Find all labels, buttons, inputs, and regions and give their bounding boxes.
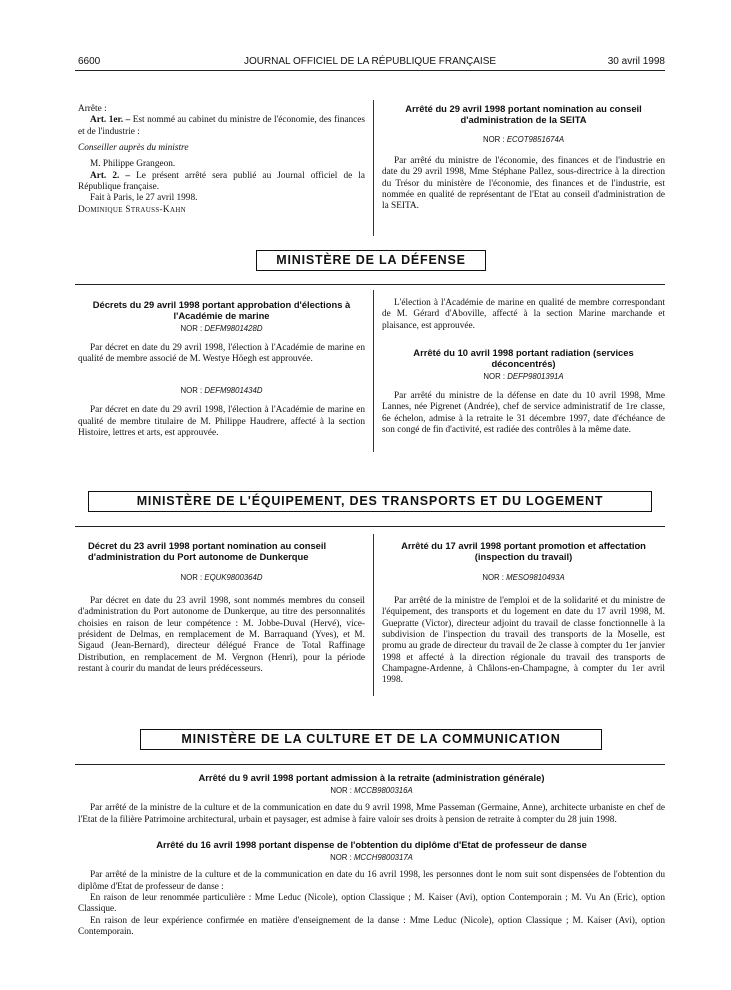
seita-arrete [382,104,665,213]
defense-nor-1-code: DEFM9801428D [204,323,263,333]
equipement-left-column [78,541,365,675]
radiation-title: Arrêté du 10 avril 1998 portant radiation (services déconcentrés) [413,346,634,369]
header-rule [75,70,665,71]
retraite-title: Arrêté du 9 avril 1998 portant admission à la retraite (administration générale) [198,772,545,783]
column-divider [373,100,374,236]
danse-para-2: En raison de leur renommée particulière : Mme Leduc (Nicole), option Classique ; M. Kaiser (Avi), option Contemporain ; M. Vu An (Eric), option Classique. [78,892,665,915]
page-number: 6600 [78,56,101,67]
retraite-body: Par arrêté de la ministre de la culture et de la communication en date du 9 avril 1998, Mme Passeman (Germaine, Anne), architecte urbaniste en chef de l'Etat de la filière Patrimoine architectural, urbain et paysager, est admise à faire valoir ses droits à pension de retraite à compter du 28 juin 1998. [78,803,665,825]
article-1-label: Art. 1er. – [90,115,131,126]
radiation-nor-code: DEFP9801391A [507,371,564,381]
danse-title: Arrêté du 16 avril 1998 portant dispense de l'obtention du diplôme d'Etat de professeur de danse [156,838,587,850]
defense-right-para-1: L'élection à l'Académie de marine en qualité de membre correspondant de M. Gérard d'Aboville, affecté à la section Marine marchande et plaisance, est approuvée. [382,298,665,331]
inspection-body: Par arrêté de la ministre de l'emploi et de la solidarité et du ministre de l'équipement, des transports et du logement en date du 17 avril 1998, M. Guepratte (Victor), directeur adjoint du travail de classe fonctionnelle à la subdivision de l'inspection du travail des transports de la Moselle, est promu au grade de directeur du travail de 2e classe à compter du 1er janvier 1998 et affecté à la direction régionale du travail des transports de Champagne-Ardenne, à Châlons-en-Champagne, à compter du 1er avril 1998. [382,596,665,686]
article-2-text: Le présent arrêté sera publié au Journal officiel de la République française. [78,170,366,192]
inspection-nor [382,573,665,583]
danse-nor-code: MCCH9800317A [353,852,413,862]
dunkerque-title: Décret du 23 avril 1998 portant nomination au conseil d'administration du Port autonome de Dunkerque [88,540,327,562]
radiation-nor-label: NOR : [483,371,506,381]
danse-para-3: En raison de leur expérience confirmée en matière d'enseignement de la danse : Mme Leduc (Nicole), option Classique ; M. Kaiser (Avi), option Contemporain. [78,915,665,937]
inspection-nor-label: NOR : [482,572,504,582]
retraite-nor-code: MCCB9800316A [354,785,413,795]
article-2-label: Art. 2. – [90,170,131,181]
issue-date: 30 avril 1998 [607,56,665,67]
defense-nor-1-label: NOR : [180,323,203,333]
defense-right-column [382,298,665,436]
economie-cabinet-arrete [78,104,365,216]
inspection-nor-code: MESO9810493A [506,572,565,582]
radiation-body: Par arrêté du ministre de la défense en date du 10 avril 1998, Mme Lannes, née Pigrenet (Andrée), chef de service administratif de 1re classe, 6e échelon, admise à la retraite le 31 décembre 1997, date d'échéance de son congé de fin d'activité, est radiée des contrôles à la même date. [382,391,665,436]
column-divider [373,534,374,696]
dunkerque-nor-label: NOR : [180,572,203,582]
article-1-text: Est nommé au cabinet du ministre de l'économie, des finances et de l'industrie : [78,115,365,137]
equipement-top-rule [75,526,665,527]
heading-equipement: MINISTÈRE DE L'ÉQUIPEMENT, DES TRANSPORTS ET DU LOGEMENT [88,491,652,512]
column-divider [373,290,374,452]
equipement-right-column [382,541,665,687]
dunkerque-nor-code: EQUK9800364D [204,572,263,582]
defense-left-column [78,300,365,439]
retraite-nor [78,786,665,796]
culture-top-rule [75,764,665,765]
defense-para-1: Par décret en date du 29 avril 1998, l'élection à l'Académie de marine en qualité de membre associé de M. Westye Höegh est approuvée. [78,343,365,365]
seita-nor-label: NOR : [482,134,505,144]
heading-defense: MINISTÈRE DE LA DÉFENSE [256,250,486,271]
article-1 [78,115,365,138]
signature: Dominique Strauss-Kahn [78,204,187,215]
arrete-label: Arrête : [78,104,107,114]
fait-a-paris: Fait à Paris, le 27 avril 1998. [90,193,198,204]
role-title: Conseiller auprès du ministre [78,142,189,153]
danse-para-1: Par arrêté de la ministre de la culture et de la communication en date du 16 avril 1998, les personnes dont le nom suit sont dispensées de l'obtention du diplôme d'Etat de professeur de danse : [78,870,665,892]
retraite-nor-label: NOR : [330,785,352,795]
defense-decrets-title: Décrets du 29 avril 1998 portant approbation d'élections à l'Académie de marine [92,299,351,321]
seita-nor-code: ECOT9851674A [506,134,565,144]
defense-nor-2-code: DEFM9801434D [204,385,263,395]
defense-para-2: Par décret en date du 29 avril 1998, l'élection à l'Académie de marine en qualité de membre titulaire de M. Philippe Haudrere, affecté à la section Histoire, lettres et arts, est approuvée. [78,405,365,438]
defense-nor-2 [78,386,365,396]
danse-nor [78,853,665,863]
dunkerque-body: Par décret en date du 23 avril 1998, sont nommés membres du conseil d'administration du Port autonome de Dunkerque, au titre des personnalités choisies en raison de leur compétence : M. Jobbe-Duval (Hervé), vice-président de Delmas, en remplacement de M. Barraquand (Yves), et M. Sigaud (Jean-Bernard), directeur délégué France de Total Raffinage Distribution, en remplacement de M. Vergnon (Henri), pour la période restant à courir du mandat de leurs prédécesseurs. [78,596,365,675]
seita-body: Par arrêté du ministre de l'économie, des finances et de l'industrie en date du 29 avril 1998, Mme Stéphane Pallez, sous-directrice à la direction du Trésor du ministère de l'économie, des finances et de l'industrie, est nommée en qualité de représentant de l'Etat au conseil d'administration de la SEITA. [382,156,665,212]
culture-section [78,773,665,938]
defense-nor-1 [78,324,365,334]
dunkerque-nor [78,573,365,583]
defense-top-rule [75,284,665,285]
seita-title: Arrêté du 29 avril 1998 portant nomination au conseil d'administration de la SEITA [405,103,642,125]
radiation-nor [382,372,665,382]
inspection-title: Arrêté du 17 avril 1998 portant promotion et affectation (inspection du travail) [401,540,646,562]
seita-nor [382,135,665,145]
defense-nor-2-label: NOR : [180,385,203,395]
person-name: M. Philippe Grangeon. [90,159,176,170]
heading-culture: MINISTÈRE DE LA CULTURE ET DE LA COMMUNICATION [140,729,602,750]
journal-title: JOURNAL OFFICIEL DE LA RÉPUBLIQUE FRANÇAISE [243,56,497,67]
article-2 [78,171,365,194]
danse-nor-label: NOR : [330,852,352,862]
